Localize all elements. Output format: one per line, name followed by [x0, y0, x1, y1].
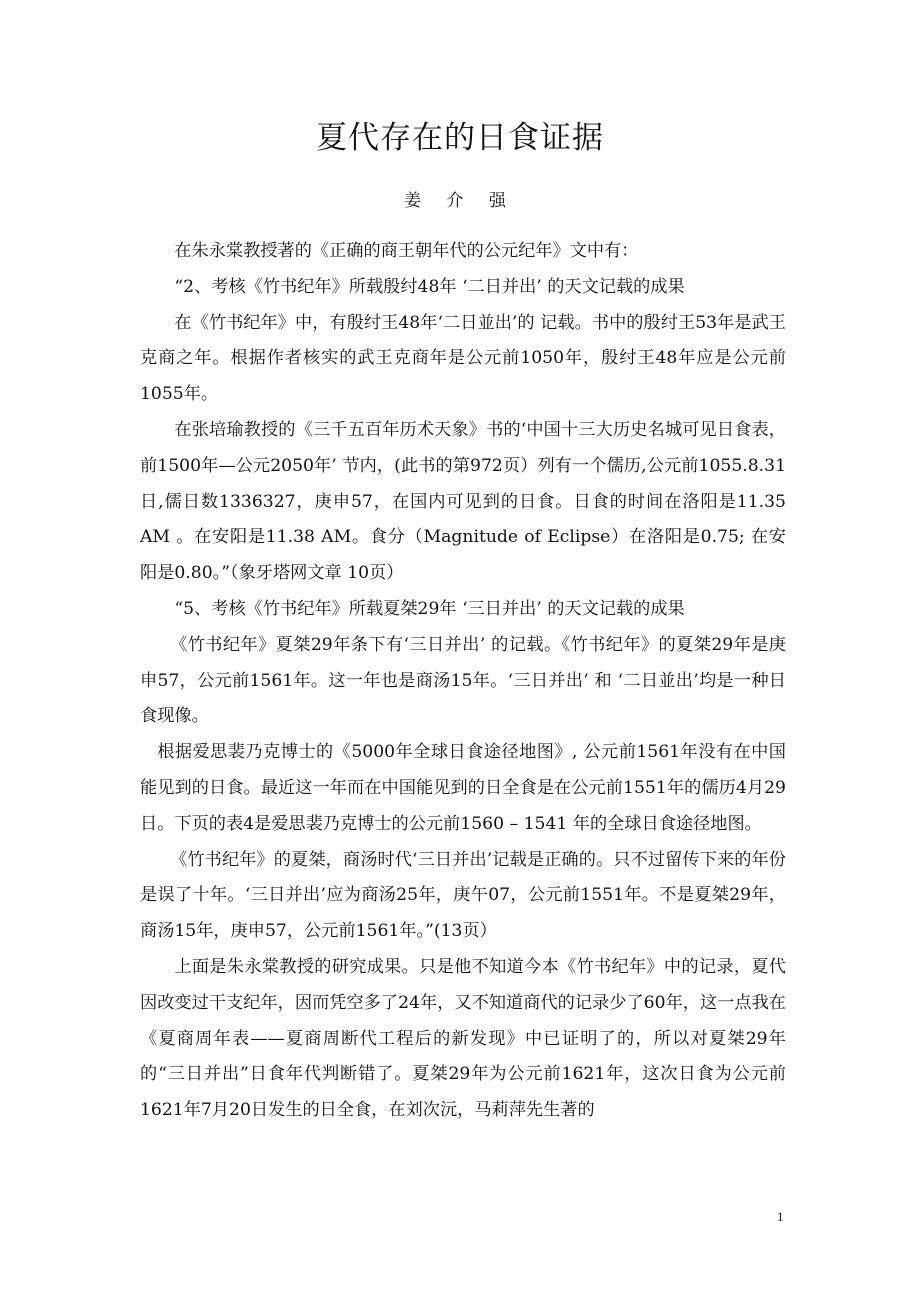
paragraph: 上面是朱永棠教授的研究成果。只是他不知道今本《竹书纪年》中的记录，夏代因改变过干支纪年，因而凭空多了24年，又不知道商代的记录少了60年，这一点我在《夏商周年表——夏商周断代工程后的新发现》中已证明了的，所以对夏桀29年的“三日并出”日食年代判断错了。夏桀29年为公元前1621年，这次日食为公元前1621年7月20日发生的日全食，在刘次沅，马莉萍先生著的 [140, 956, 786, 1121]
paragraph: 《竹书纪年》夏桀29年条下有‘三日并出’ 的记载。《竹书纪年》的夏桀29年是庚申57，公元前1561年。这一年也是商汤15年。‘三日并出’ 和 ‘二日並出’均是一种日食现像。 [140, 634, 786, 727]
paragraph: 在《竹书纪年》中，有殷纣王48年‘二日並出’的 记载。书中的殷纣王53年是武王克商之年。根据作者核实的武王克商年是公元前1050年，殷纣王48年应是公元前1055年。 [140, 312, 786, 405]
paragraph: 《竹书纪年》的夏桀，商汤时代‘三日并出’记载是正确的。只不过留传下来的年份是误了十年。‘三日并出’应为商汤25年，庚午07，公元前1551年。不是夏桀29年，商汤15年，庚申57，公元前1561年。”(13页） [140, 849, 786, 942]
paragraph: 在朱永棠教授著的《正确的商王朝年代的公元纪年》文中有： [174, 241, 639, 261]
document-title: 夏代存在的日食证据 [316, 120, 604, 156]
author-name: 姜 介 强 [404, 191, 516, 211]
paragraph: “5、考核《竹书纪年》所载夏桀29年 ‘三日并出’ 的天文记载的成果 [174, 598, 685, 619]
paragraph: “2、考核《竹书纪年》所载殷纣48年 ‘二日并出’ 的天文记载的成果 [174, 276, 685, 297]
paragraph: 根据爱思裴乃克博士的《5000年全球日食途径地图》, 公元前1561年没有在中国能见到的日食。最近这一年而在中国能见到的日全食是在公元前1551年的儒历4月29日。下页的表4是爱思裴乃克博士的公元前1560 – 1541 年的全球日食途径地图。 [140, 742, 786, 834]
document-body [140, 234, 786, 1129]
paragraph: 在张培瑜教授的《三千五百年历术天象》书的‘中国十三大历史名城可见日食表，前1500年—公元2050年’ 节内，(此书的第972页）列有一个儒历,公元前1055.8.31日,儒日数1336327，庚申57，在国内可见到的日食。日食的时间在洛阳是11.35 AM 。在安阳是11.38 AM。食分（Magnitude of Eclipse）在洛阳是0.75; 在安阳是0.80。”（象牙塔网文章 10页） [140, 419, 786, 584]
page-number: 1 [777, 1209, 784, 1224]
